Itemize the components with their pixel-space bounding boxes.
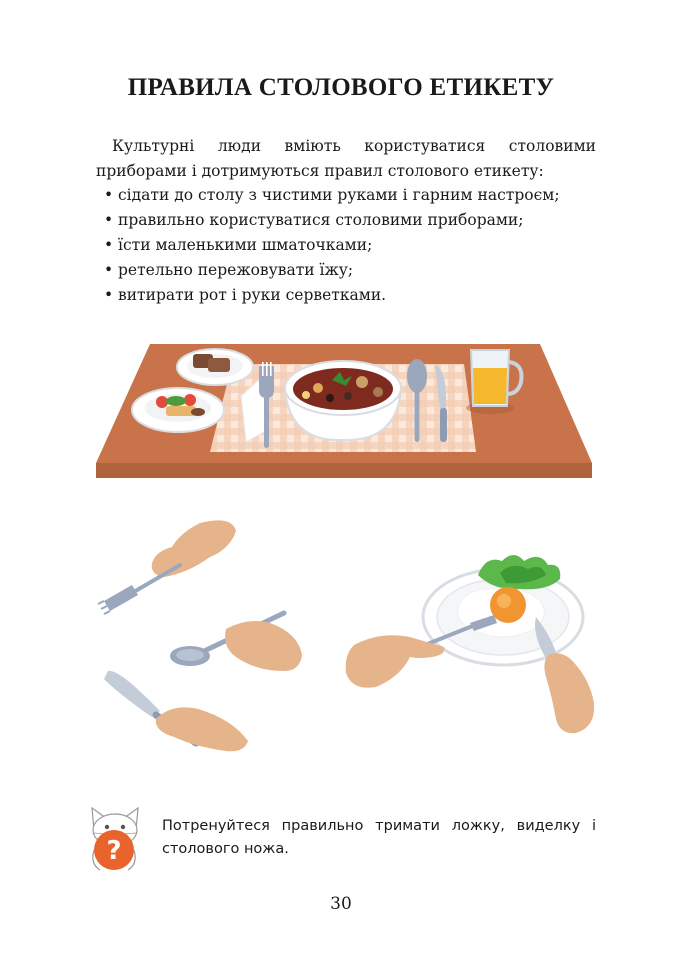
hand-with-fork — [98, 520, 236, 614]
bread-plate — [177, 349, 253, 385]
rule-item: • сідати до столу з чистими руками і гарним настроєм; — [96, 183, 616, 208]
rule-item: • ретельно пережовувати їжу; — [96, 258, 616, 283]
task-text: Потренуйтеся правильно тримати ложку, виделку і столового ножа. — [162, 818, 596, 857]
rule-item: • правильно користуватися столовими приборами; — [96, 208, 616, 233]
rule-item: • витирати рот і руки серветками. — [96, 283, 616, 308]
hand-with-knife — [104, 671, 248, 751]
cutlery-holding-illustration — [0, 505, 682, 765]
page-number: 30 — [330, 894, 352, 914]
hand-with-spoon — [170, 613, 302, 671]
etiquette-rules-list — [96, 183, 616, 308]
table-setting-illustration — [0, 330, 682, 490]
soup-bowl — [285, 361, 401, 440]
rule-item: • їсти маленькими шматочками; — [96, 233, 616, 258]
page-title: ПРАВИЛА СТОЛОВОГО ЕТИКЕТУ — [127, 74, 555, 101]
table-edge — [96, 463, 592, 478]
svg-text:?: ? — [106, 836, 122, 866]
salad-plate — [132, 388, 224, 432]
plate-with-egg — [423, 555, 583, 665]
cat-question-icon — [86, 800, 144, 876]
intro-paragraph: Культурні люди вміють користуватися столовими приборами і дотримуються правил столового етикету: — [96, 137, 596, 180]
